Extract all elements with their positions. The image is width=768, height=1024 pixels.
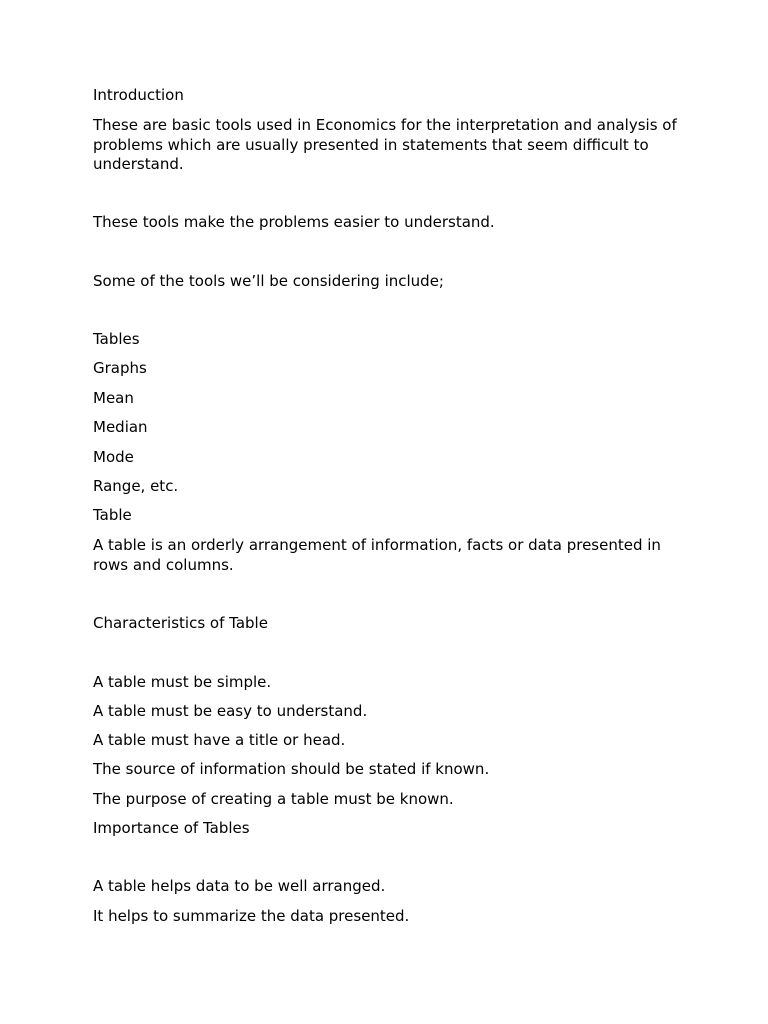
list-item-tables: Tables [93,330,140,348]
list-item-characteristic: A table must have a title or head. [93,731,346,749]
list-item-mode: Mode [93,448,134,466]
paragraph-introduction: These are basic tools used in Economics for the interpretation and analysis of problems which are usually presented in statements that seem difficult to understand. [93,116,677,173]
paragraph-tools-easier: These tools make the problems easier to understand. [93,213,495,231]
heading-introduction: Introduction [93,86,184,104]
list-item-mean: Mean [93,389,134,407]
list-item-characteristic: A table must be easy to understand. [93,702,368,720]
list-item-median: Median [93,418,148,436]
list-item-characteristic: The purpose of creating a table must be known. [93,790,454,808]
paragraph-table-definition: A table is an orderly arrangement of information, facts or data presented in rows and columns. [93,536,661,574]
list-item-importance: A table helps data to be well arranged. [93,877,386,895]
heading-characteristics: Characteristics of Table [93,614,268,632]
list-item-graphs: Graphs [93,359,147,377]
heading-importance: Importance of Tables [93,819,250,837]
list-item-characteristic: A table must be simple. [93,673,272,691]
paragraph-tools-include: Some of the tools we’ll be considering include; [93,272,444,290]
list-item-range: Range, etc. [93,477,179,495]
list-item-importance: It helps to summarize the data presented. [93,907,410,925]
heading-table: Table [93,506,132,524]
list-item-characteristic: The source of information should be stated if known. [93,760,490,778]
